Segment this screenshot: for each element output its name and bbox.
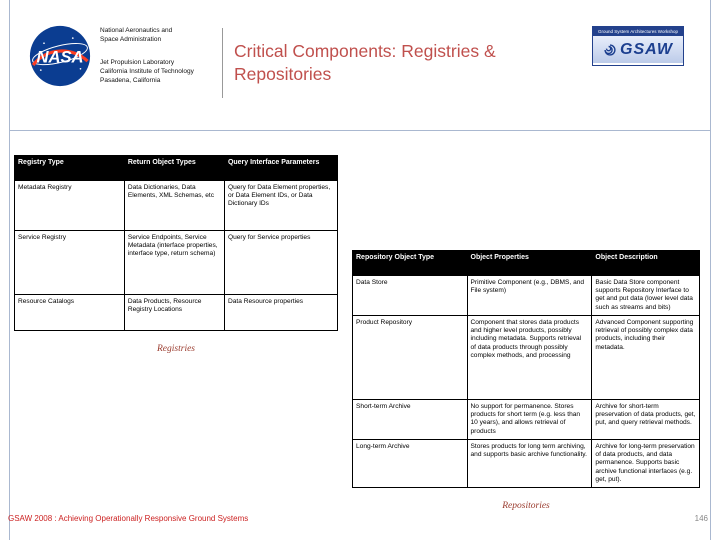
table-cell: Data Store bbox=[353, 276, 468, 316]
table-row bbox=[15, 181, 338, 231]
registries-section bbox=[14, 155, 338, 354]
table-cell: Archive for long-term preservation of data products, and data permanence. Supports basic archive functional interfaces (e.g. get, put). bbox=[592, 439, 700, 487]
table-cell: Component that stores data products and higher level products, possibly including metadata. Supports retrieval of data products through possibly complex methods, and processing bbox=[467, 315, 592, 399]
table-row bbox=[353, 315, 700, 399]
header-row bbox=[15, 156, 338, 181]
table-cell: Product Repository bbox=[353, 315, 468, 399]
table-cell: Query for Service properties bbox=[224, 231, 337, 295]
table-row bbox=[353, 399, 700, 439]
gsaw-logo-body bbox=[593, 36, 683, 63]
column-header: Object Description bbox=[592, 251, 700, 276]
column-header: Registry Type bbox=[15, 156, 125, 181]
table-cell: Metadata Registry bbox=[15, 181, 125, 231]
table-row bbox=[353, 439, 700, 487]
table-cell: Query for Data Element properties, or Data Element IDs, or Data Dictionary IDs bbox=[224, 181, 337, 231]
table-cell: Advanced Component supporting retrieval of possibly complex data products, including their metadata. bbox=[592, 315, 700, 399]
header-row bbox=[353, 251, 700, 276]
repositories-table bbox=[352, 250, 700, 488]
table-cell: Archive for short-term preservation of data products, get, put, and query retrieval methods. bbox=[592, 399, 700, 439]
agency-name bbox=[100, 26, 172, 44]
lab-name bbox=[100, 58, 194, 85]
column-header: Query Interface Parameters bbox=[224, 156, 337, 181]
registries-caption: Registries bbox=[157, 344, 195, 354]
title-line-2: Repositories bbox=[234, 63, 332, 84]
table-cell: Resource Catalogs bbox=[15, 295, 125, 331]
agency-line-1: National Aeronautics and bbox=[100, 27, 173, 34]
frame-line-left bbox=[9, 0, 10, 540]
registries-table bbox=[14, 155, 338, 331]
nasa-logo bbox=[28, 24, 92, 88]
table-row bbox=[15, 231, 338, 295]
lab-line-3: Pasadena, California bbox=[100, 77, 161, 85]
gsaw-logo bbox=[592, 26, 684, 66]
repositories-section bbox=[352, 250, 700, 511]
table-cell: No support for permanence. Stores products for short term (e.g. less than 10 years), and allows retrieval of products bbox=[467, 399, 592, 439]
agency-line-2: Space Administration bbox=[100, 36, 162, 44]
frame-line-horizontal bbox=[10, 130, 710, 131]
gsaw-swirl-icon bbox=[603, 43, 617, 57]
repositories-caption: Repositories bbox=[502, 501, 550, 512]
table-row bbox=[15, 295, 338, 331]
table-cell: Data Products, Resource Registry Locations bbox=[124, 295, 224, 331]
table-cell: Stores products for long term archiving, and supports basic archive functionality. bbox=[467, 439, 592, 487]
table-cell: Long-term Archive bbox=[353, 439, 468, 487]
title-line-1: Critical Components: Registries & bbox=[234, 41, 496, 61]
table-cell: Basic Data Store component supports Repository Interface to get and put data (lower level data such as streams and bits) bbox=[592, 276, 700, 316]
column-header: Object Properties bbox=[467, 251, 592, 276]
table-row bbox=[353, 276, 700, 316]
column-header: Repository Object Type bbox=[353, 251, 468, 276]
table-cell: Data Resource properties bbox=[224, 295, 337, 331]
page-number: 146 bbox=[694, 514, 708, 523]
footer-text: GSAW 2008 : Achieving Operationally Responsive Ground Systems bbox=[8, 514, 249, 523]
table-cell: Service Endpoints, Service Metadata (interface properties, interface type, return schema) bbox=[124, 231, 224, 295]
table-cell: Data Dictionaries, Data Elements, XML Schemas, etc bbox=[124, 181, 224, 231]
column-header: Return Object Types bbox=[124, 156, 224, 181]
frame-line-right bbox=[710, 0, 711, 540]
page-title bbox=[234, 40, 579, 86]
header-divider bbox=[222, 28, 223, 98]
lab-line-2: California Institute of Technology bbox=[100, 68, 194, 76]
table-cell: Primitive Component (e.g., DBMS, and File system) bbox=[467, 276, 592, 316]
gsaw-logo-text: GSAW bbox=[620, 40, 673, 58]
table-cell: Short-term Archive bbox=[353, 399, 468, 439]
table-cell: Service Registry bbox=[15, 231, 125, 295]
nasa-logo-text: NASA bbox=[36, 47, 84, 67]
nasa-logo-icon bbox=[28, 24, 92, 88]
lab-line-1: Jet Propulsion Laboratory bbox=[100, 59, 175, 66]
gsaw-logo-banner: Ground System Architectures Workshop bbox=[593, 27, 683, 36]
